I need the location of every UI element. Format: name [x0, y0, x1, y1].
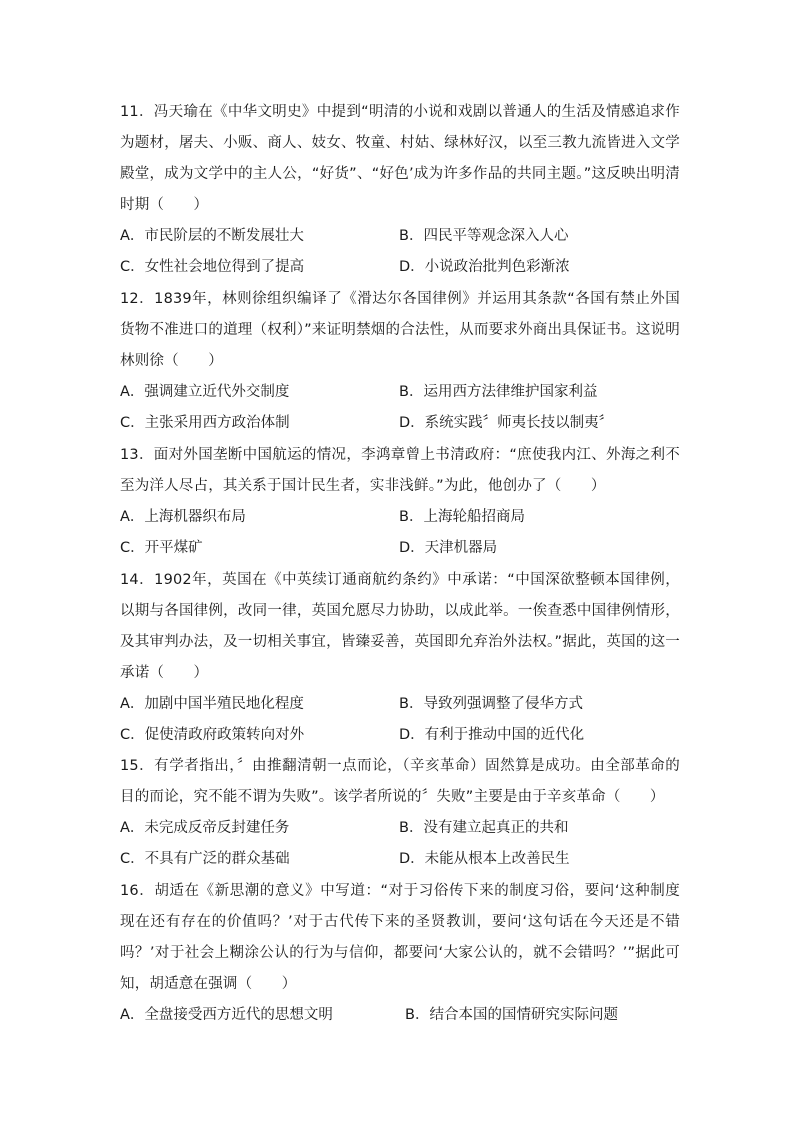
- options-grid: [120, 689, 680, 751]
- option-c[interactable]: C．促使清政府政策转向对外: [120, 727, 305, 743]
- question-stem: 12．1839年，林则徐组织编译了《滑达尔各国律例》并运用其条款“各国有禁止外国货物不准进口的道理（权利）”来证明禁烟的合法性，从而要求外商出具保证书。这说明林则徐（ ）: [120, 291, 680, 369]
- options-grid: [120, 377, 680, 439]
- question-stem: 13．面对外国垄断中国航运的情况，李鸿章曾上书清政府：“庶使我内江、外海之利不至为洋人尽占，其关系于国计民生者，实非浅鲜。”为此，他创办了（ ）: [120, 447, 680, 494]
- option-b[interactable]: B．结合本国的国情研究实际问题: [405, 1007, 618, 1023]
- option-d[interactable]: D．小说政治批判色彩渐浓: [399, 259, 570, 275]
- option-a[interactable]: A．全盘接受西方近代的思想文明: [120, 1007, 333, 1023]
- option-b[interactable]: B．导致列强调整了侵华方式: [399, 696, 583, 712]
- option-d[interactable]: D．系统实践〞师夷长技以制夷〞: [399, 415, 614, 431]
- question-stem: 15．有学者指出，〞由推翻清朝一点而论，（辛亥革命）固然算是成功。由全部革命的目的而论，究不能不谓为失败”。该学者所说的〞失败”主要是由于辛亥革命（ ）: [120, 758, 680, 805]
- option-a[interactable]: A．未完成反帝反封建任务: [120, 820, 290, 836]
- question-14: [120, 565, 680, 751]
- options-grid: [120, 221, 680, 283]
- options-grid: [120, 813, 680, 875]
- question-13: [120, 440, 680, 564]
- option-b[interactable]: B．没有建立起真正的共和: [399, 820, 569, 836]
- option-a[interactable]: A．加剧中国半殖民地化程度: [120, 696, 304, 712]
- options-grid: [120, 502, 680, 564]
- option-b[interactable]: B．运用西方法律维护国家利益: [399, 384, 598, 400]
- option-c[interactable]: C．不具有广泛的群众基础: [120, 851, 290, 867]
- option-d[interactable]: D．天津机器局: [399, 540, 498, 556]
- option-a[interactable]: A．市民阶层的不断发展壮大: [120, 228, 304, 244]
- option-d[interactable]: D．未能从根本上改善民生: [399, 851, 570, 867]
- question-15: [120, 751, 680, 875]
- option-b[interactable]: B．上海轮船招商局: [399, 509, 525, 525]
- question-stem: 14．1902年，英国在《中英续订通商航约条约》中承诺：“中国深欲整顿本国律例，以期与各国律例，改同一律，英国允愿尽力协助，以成此举。一俟查悉中国律例情形，及其审判办法，及一切相关事宜，皆臻妥善，英国即允弃治外法权。”据此，英国的这一承诺（ ）: [120, 572, 680, 681]
- question-11: [120, 97, 680, 283]
- option-a[interactable]: A．上海机器织布局: [120, 509, 246, 525]
- option-c[interactable]: C．女性社会地位得到了提高: [120, 259, 305, 275]
- option-b[interactable]: B．四民平等观念深入人心: [399, 228, 569, 244]
- options-grid: [120, 1000, 680, 1031]
- question-stem: 11．冯天瑜在《中华文明史》中提到“明清的小说和戏剧以普通人的生活及情感追求作为题材，屠夫、小贩、商人、妓女、牧童、村姑、绿林好汉，以至三教九流皆进入文学殿堂，成为文学中的主人公，“好货”、“好色’成为许多作品的共同主题。”这反映出明清时期（ ）: [120, 104, 680, 213]
- option-d[interactable]: D．有利于推动中国的近代化: [399, 727, 585, 743]
- question-16: [120, 876, 680, 1031]
- question-stem: 16．胡适在《新思潮的意义》中写道：“对于习俗传下来的制度习俗，要问‘这种制度现在还有存在的价值吗？’对于古代传下来的圣贤教训，要问‘这句话在今天还是不错吗？’对于社会上糊涂公认的行为与信仰，都要问‘大家公认的，就不会错吗？’”据此可知，胡适意在强调（ ）: [120, 883, 680, 992]
- question-12: [120, 284, 680, 439]
- option-c[interactable]: C．开平煤矿: [120, 540, 203, 556]
- option-c[interactable]: C．主张采用西方政治体制: [120, 415, 290, 431]
- option-a[interactable]: A．强调建立近代外交制度: [120, 384, 290, 400]
